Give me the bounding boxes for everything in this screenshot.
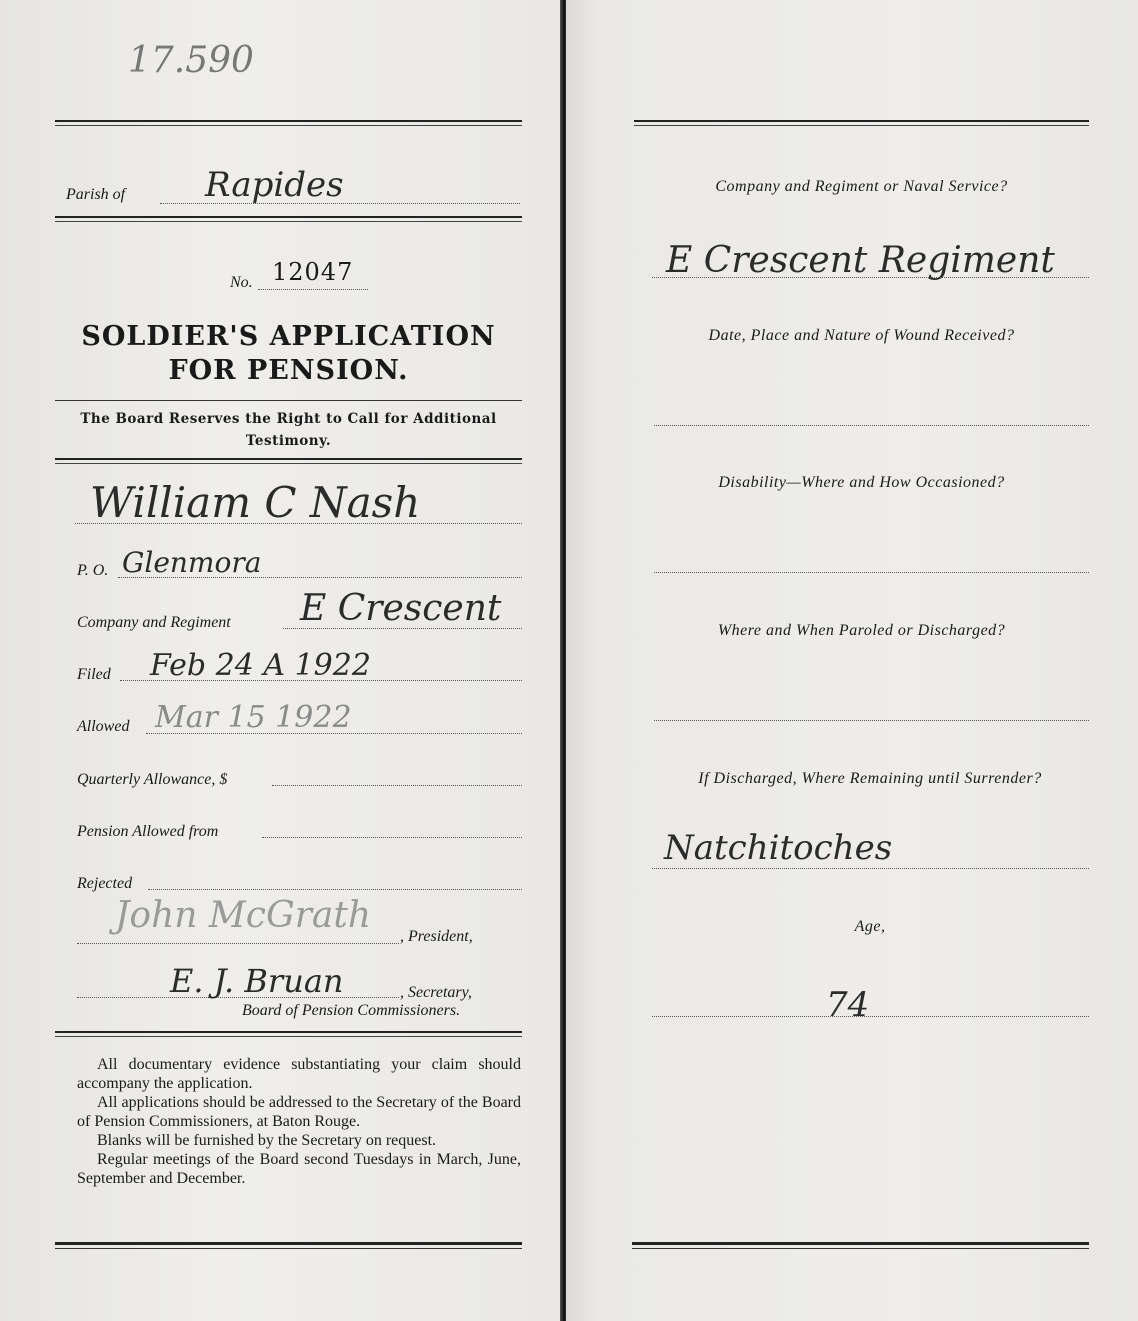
- answer-age-line: [652, 1016, 1089, 1017]
- quarterly-line: [272, 785, 522, 786]
- filed-label: Filed: [77, 666, 111, 683]
- no-line: [258, 289, 368, 290]
- right-top-rule: [634, 120, 1089, 126]
- company-value: E Crescent: [300, 588, 502, 629]
- answer-disability-line: [654, 572, 1089, 573]
- secretary-signature: E. J. Bruan: [170, 962, 344, 1000]
- subtitle-rule: [55, 458, 522, 464]
- president-line: [77, 943, 399, 944]
- form-title-line1: SOLDIER'S APPLICATION: [81, 321, 496, 352]
- subtitle-line2: Testimony.: [245, 433, 332, 449]
- parish-label: Parish of: [66, 186, 126, 203]
- allowed-value: Mar 15 1922: [155, 700, 352, 735]
- rejected-label: Rejected: [77, 875, 133, 892]
- parish-value: Rapides: [205, 165, 344, 205]
- note-3: Blanks will be furnished by the Secretary on request.: [97, 1132, 437, 1149]
- rejected-line: [148, 889, 522, 890]
- left-page: [0, 0, 562, 1321]
- company-label: Company and Regiment: [77, 614, 231, 631]
- answer-company: E Crescent Regiment: [666, 240, 1055, 281]
- president-signature: John McGrath: [115, 895, 372, 936]
- allowed-label: Allowed: [77, 718, 130, 735]
- answer-remaining-line: [652, 868, 1089, 869]
- question-company: Company and Regiment or Naval Service?: [715, 178, 1008, 195]
- parish-rule: [55, 216, 522, 222]
- pension-from-label: Pension Allowed from: [77, 823, 219, 840]
- po-label: P. O.: [77, 562, 109, 579]
- answer-company-line: [652, 277, 1089, 278]
- right-bottom-rule: [632, 1242, 1089, 1249]
- board-label: Board of Pension Commissioners.: [242, 1002, 461, 1019]
- subtitle-line1: The Board Reserves the Right to Call for Additional: [80, 411, 497, 427]
- top-rule: [55, 120, 522, 126]
- answer-paroled-line: [654, 720, 1089, 721]
- question-remaining: If Discharged, Where Remaining until Surrender?: [698, 770, 1042, 787]
- bottom-rule: [55, 1242, 522, 1249]
- right-page: [566, 0, 1138, 1321]
- no-label: No.: [230, 274, 253, 291]
- question-wound: Date, Place and Nature of Wound Received?: [708, 327, 1015, 344]
- filed-value: Feb 24 A 1922: [150, 648, 371, 683]
- note-1: All documentary evidence substantiating your claim should accompany the application.: [77, 1056, 521, 1092]
- secretary-label: , Secretary,: [400, 984, 472, 1001]
- question-paroled: Where and When Paroled or Discharged?: [717, 622, 1006, 639]
- po-value: Glenmora: [122, 546, 262, 579]
- applicant-name: William C Nash: [90, 478, 421, 527]
- president-label: , President,: [400, 928, 473, 945]
- note-4: Regular meetings of the Board second Tuesdays in March, June, September and December.: [77, 1151, 521, 1187]
- file-number: 17.590: [128, 40, 254, 81]
- pension-from-line: [262, 837, 522, 838]
- form-title-line2: FOR PENSION.: [168, 355, 409, 386]
- answer-age: 74: [826, 985, 870, 1025]
- answer-remaining: Natchitoches: [664, 828, 893, 868]
- notes-block: [77, 1055, 521, 1188]
- no-value: 12047: [272, 258, 354, 286]
- title-rule: [55, 400, 522, 401]
- notes-rule: [55, 1031, 522, 1037]
- quarterly-label: Quarterly Allowance, $: [77, 771, 228, 788]
- note-2: All applications should be addressed to the Secretary of the Board of Pension Commissioners, at Baton Rouge.: [77, 1094, 521, 1130]
- question-age: Age,: [854, 918, 886, 935]
- applicant-line: [75, 523, 522, 524]
- question-disability: Disability—Where and How Occasioned?: [718, 474, 1005, 491]
- answer-wound-line: [654, 425, 1089, 426]
